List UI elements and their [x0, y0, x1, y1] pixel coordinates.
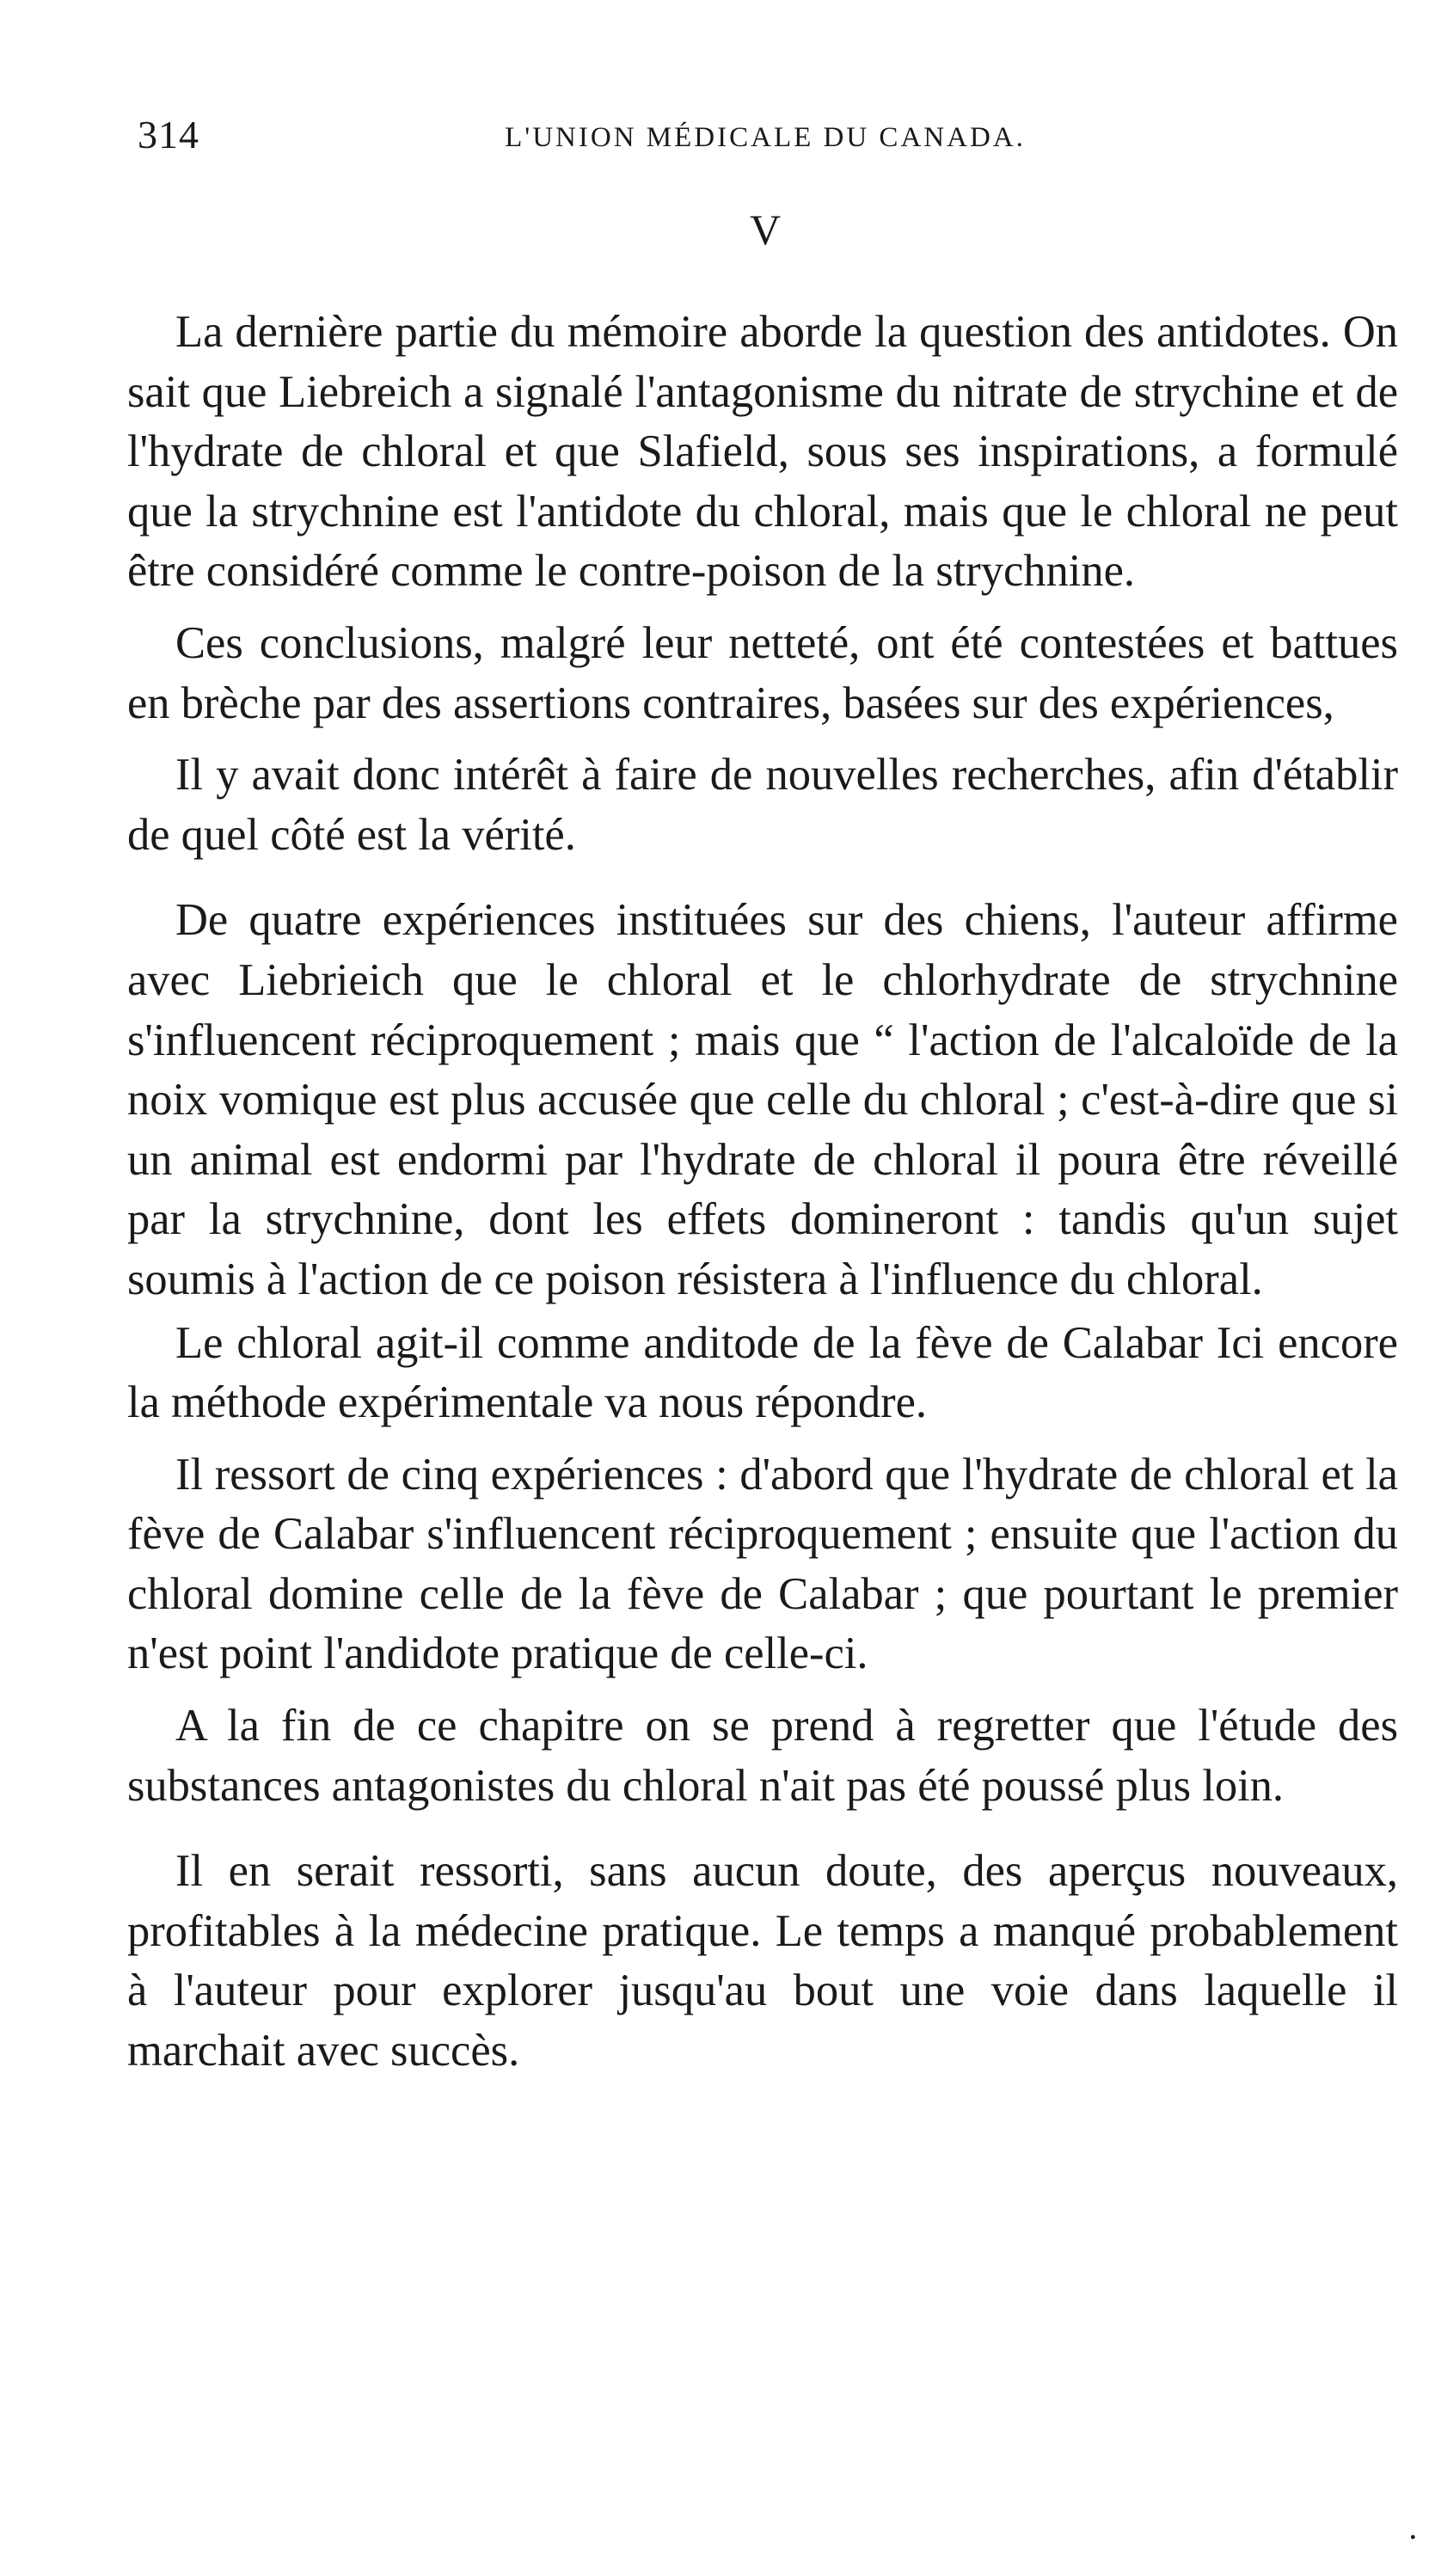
paragraph-calabar-question: Le chloral agit-il comme anditode de la fève de Calabar Ici encore la méthode expérimentale va nous répondre.	[127, 1317, 1398, 1428]
paragraph-closing: Il en serait ressorti, sans aucun doute, des aperçus nouveaux, profitables à la médecine pratique. Le temps a manqué probablement à l'auteur pour explorer jusqu'au bout une voie dans laquelle il marchait avec succès.	[127, 1846, 1398, 2076]
page-number: 314	[138, 113, 199, 156]
paragraph-conclusions: Ces conclusions, malgré leur netteté, ont été contestées et battues en brèche par des assertions contraires, basées sur des expériences,	[127, 617, 1398, 728]
paragraph-new-research: Il y avait donc intérêt à faire de nouvelles recherches, afin d'établir de quel côté est la vérité.	[127, 750, 1398, 860]
article-body	[127, 303, 1398, 2082]
paragraph-chapter-regret: A la fin de ce chapitre on se prend à regretter que l'étude des substances antagonistes du chloral n'ait pas été poussé plus loin.	[127, 1701, 1398, 1811]
paragraph-antidotes: La dernière partie du mémoire aborde la question des antidotes. On sait que Liebreich a signalé l'antagonisme du nitrate de strychine et de l'hydrate de chloral et que Slafield, sous ses inspirations, a formulé que la strychnine est l'antidote du chloral, mais que le chloral ne peut être considéré comme le contre-poison de la strychnine.	[127, 307, 1398, 597]
journal-title: L'UNION MÉDICALE DU CANADA.	[505, 122, 1026, 153]
running-head	[138, 112, 1393, 172]
edge-mark: ·	[1407, 2518, 1419, 2556]
paragraph-five-experiments: Il ressort de cinq expériences : d'abord que l'hydrate de chloral et la fève de Calabar s'influencent réciproquement ; ensuite que l'action du chloral domine celle de la fève de Calabar ; que pourtant le premier n'est point l'andidote pratique de celle-ci.	[127, 1449, 1398, 1679]
paragraph-dog-experiments: De quatre expériences instituées sur des chiens, l'auteur affirme avec Liebrieich que le chloral et le chlorhydrate de strychnine s'influencent réciproquement ; mais que “ l'action de l'alcaloïde de la noix vomique est plus accusée que celle du chloral ; c'est-à-dire que si un animal est endormi par l'hydrate de chloral il poura être réveillé par la strychnine, dont les effets domineront : tandis qu'un sujet soumis à l'action de ce poison résistera à l'influence du chloral.	[127, 895, 1398, 1304]
section-numeral: V	[749, 205, 782, 254]
